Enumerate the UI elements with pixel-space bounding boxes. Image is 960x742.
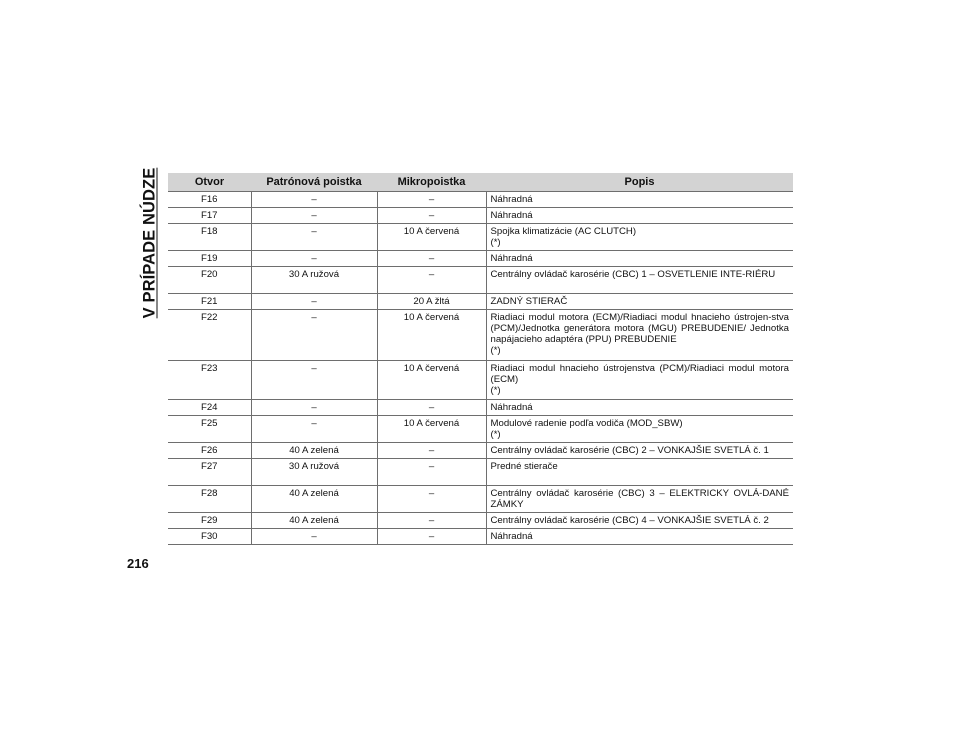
cell-micro: 10 A červená [377, 224, 486, 251]
cell-micro: – [377, 486, 486, 513]
cell-description [486, 224, 793, 251]
cell-slot: F24 [168, 400, 251, 416]
cell-micro: 10 A červená [377, 361, 486, 400]
description-text: Náhradná [490, 253, 533, 264]
cell-cartridge: – [251, 192, 377, 208]
description-text: Spojka klimatizácie (AC CLUTCH) [490, 226, 637, 237]
header-micro-fuse: Mikropoistka [377, 173, 486, 192]
header-cartridge-fuse: Patrónová poistka [251, 173, 377, 192]
table-row [168, 416, 793, 443]
cell-cartridge: – [251, 529, 377, 545]
cell-micro: 10 A červená [377, 310, 486, 361]
cell-micro: – [377, 400, 486, 416]
description-text: Modulové radenie podľa vodiča (MOD_SBW) [490, 418, 683, 429]
cell-description [486, 400, 793, 416]
table-row [168, 459, 793, 486]
cell-slot: F25 [168, 416, 251, 443]
cell-slot: F21 [168, 294, 251, 310]
fuse-table [168, 173, 793, 545]
cell-slot: F30 [168, 529, 251, 545]
cell-description [486, 486, 793, 513]
cell-description [486, 529, 793, 545]
header-description: Popis [486, 173, 793, 192]
cell-slot: F16 [168, 192, 251, 208]
description-text: Náhradná [490, 210, 533, 221]
table-row [168, 529, 793, 545]
cell-slot: F27 [168, 459, 251, 486]
table-row [168, 208, 793, 224]
cell-micro: – [377, 267, 486, 294]
description-text: ZADNÝ STIERAČ [490, 296, 568, 307]
note-marker: (*) [490, 345, 501, 356]
cell-description [486, 513, 793, 529]
cell-description [486, 443, 793, 459]
cell-micro: – [377, 208, 486, 224]
cell-slot: F19 [168, 251, 251, 267]
cell-slot: F17 [168, 208, 251, 224]
cell-slot: F22 [168, 310, 251, 361]
cell-slot: F18 [168, 224, 251, 251]
table-row [168, 224, 793, 251]
cell-micro: – [377, 251, 486, 267]
cell-slot: F23 [168, 361, 251, 400]
cell-cartridge: 40 A zelená [251, 486, 377, 513]
cell-micro: – [377, 513, 486, 529]
cell-description [486, 267, 793, 294]
table-header-row [168, 173, 793, 192]
cell-description [486, 416, 793, 443]
description-text: Predné stierače [490, 461, 558, 472]
cell-micro: 10 A červená [377, 416, 486, 443]
table-row [168, 251, 793, 267]
section-title-text: V PRÍPADE NÚDZE [140, 167, 159, 319]
cell-cartridge: 40 A zelená [251, 443, 377, 459]
note-marker: (*) [490, 237, 501, 248]
description-text: Riadiaci modul hnacieho ústrojenstva (PCM)/Riadiaci modul motora (ECM) [490, 363, 789, 385]
table-row [168, 294, 793, 310]
description-text: Centrálny ovládač karosérie (CBC) 2 – VONKAJŠIE SVETLÁ č. 1 [490, 445, 769, 456]
cell-cartridge: – [251, 361, 377, 400]
header-slot: Otvor [168, 173, 251, 192]
description-text: Centrálny ovládač karosérie (CBC) 1 – OSVETLENIE INTE-RIÉRU [490, 269, 776, 280]
table-row [168, 486, 793, 513]
cell-description [486, 208, 793, 224]
table-row [168, 361, 793, 400]
cell-micro: – [377, 529, 486, 545]
cell-cartridge: – [251, 310, 377, 361]
description-text: Centrálny ovládač karosérie (CBC) 4 – VONKAJŠIE SVETLÁ č. 2 [490, 515, 769, 526]
cell-description [486, 361, 793, 400]
cell-description [486, 310, 793, 361]
table-row [168, 192, 793, 208]
note-marker: (*) [490, 385, 501, 396]
cell-cartridge: – [251, 416, 377, 443]
cell-description [486, 459, 793, 486]
cell-cartridge: – [251, 224, 377, 251]
table-row [168, 267, 793, 294]
cell-micro: – [377, 443, 486, 459]
table-row [168, 400, 793, 416]
cell-slot: F20 [168, 267, 251, 294]
cell-cartridge: 30 A ružová [251, 459, 377, 486]
table-row [168, 310, 793, 361]
cell-cartridge: 40 A zelená [251, 513, 377, 529]
description-text: Centrálny ovládač karosérie (CBC) 3 – ELEKTRICKY OVLÁ-DANÉ ZÁMKY [490, 488, 789, 510]
section-title [139, 167, 161, 319]
cell-cartridge: – [251, 400, 377, 416]
cell-cartridge: – [251, 294, 377, 310]
cell-slot: F26 [168, 443, 251, 459]
note-marker: (*) [490, 429, 501, 440]
cell-description [486, 251, 793, 267]
cell-cartridge: – [251, 208, 377, 224]
cell-micro: – [377, 459, 486, 486]
description-text: Riadiaci modul motora (ECM)/Riadiaci modul hnacieho ústrojen-stva (PCM)/Jednotka generátora motora (MGU) PREBUDENIE/ Jednotka napájacieho adaptéra (PPU) PREBUDENIE [490, 312, 789, 345]
cell-micro: – [377, 192, 486, 208]
cell-slot: F29 [168, 513, 251, 529]
cell-slot: F28 [168, 486, 251, 513]
table-row [168, 513, 793, 529]
cell-micro: 20 A žltá [377, 294, 486, 310]
description-text: Náhradná [490, 531, 533, 542]
page-number: 216 [127, 556, 149, 571]
cell-cartridge: 30 A ružová [251, 267, 377, 294]
cell-cartridge: – [251, 251, 377, 267]
cell-description [486, 192, 793, 208]
table-row [168, 443, 793, 459]
cell-description [486, 294, 793, 310]
description-text: Náhradná [490, 402, 533, 413]
description-text: Náhradná [490, 194, 533, 205]
